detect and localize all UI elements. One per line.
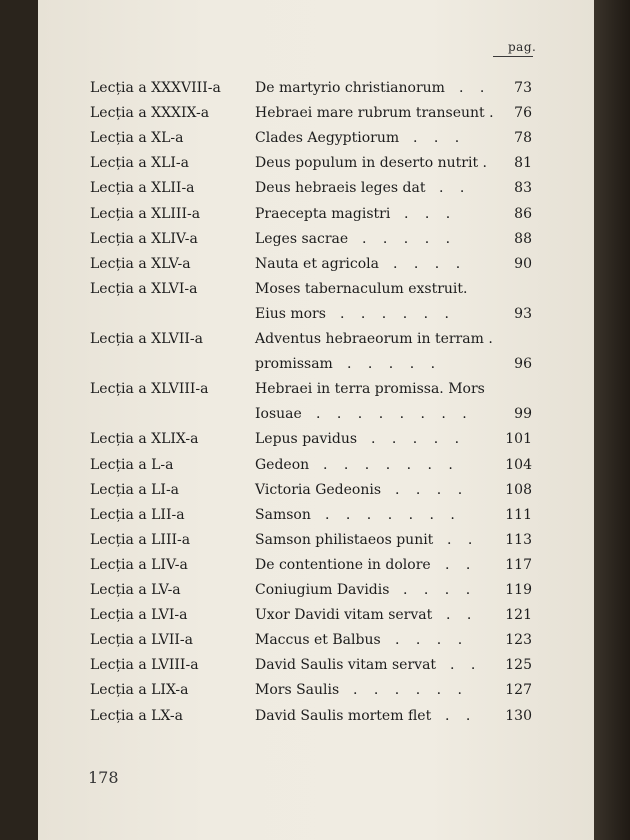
lesson-title: Deus hebraeis leges dat xyxy=(255,180,426,197)
page-ref: 88 xyxy=(514,230,532,247)
dot-leader: . . . . . xyxy=(347,356,442,373)
toc-row xyxy=(0,356,630,380)
lesson-title: Leges sacrae xyxy=(255,230,349,247)
page-ref: 86 xyxy=(514,205,532,222)
lesson-title: Hebraei mare rubrum transeunt . xyxy=(255,105,494,122)
lesson-label: Lecția a LII-a xyxy=(90,506,185,523)
page-column-header: pag. xyxy=(508,40,537,54)
page-ref: 117 xyxy=(505,556,532,573)
lesson-title: Hebraei in terra promissa. Mors xyxy=(255,381,485,398)
lesson-title: De martyrio christianorum xyxy=(255,80,445,96)
dot-leader: . . . . . . . xyxy=(325,506,461,523)
lesson-label: Lecția a LIX-a xyxy=(90,682,189,699)
dot-leader: . . . . xyxy=(393,255,467,272)
lesson-title: Gedeon xyxy=(255,456,310,473)
toc-row xyxy=(0,457,630,481)
dot-leader: . . . . xyxy=(395,632,469,649)
lesson-label: Lecția a XL-a xyxy=(90,130,184,147)
lesson-title: Nauta et agricola xyxy=(255,255,379,272)
dot-leader: . . . . . . . xyxy=(323,456,459,473)
toc-row xyxy=(0,657,630,681)
lesson-title: Iosuae xyxy=(255,406,302,423)
lesson-title: Maccus et Balbus xyxy=(255,632,381,649)
page-ref: 101 xyxy=(505,431,532,448)
lesson-title: promissam xyxy=(255,356,333,373)
toc-row xyxy=(0,105,630,129)
toc-row xyxy=(0,607,630,631)
dot-leader: . . . . . . xyxy=(353,682,468,699)
toc-row xyxy=(0,155,630,179)
lesson-title: De contentione in dolore xyxy=(255,556,431,573)
lesson-title: Mors Saulis xyxy=(255,682,340,699)
page-ref: 125 xyxy=(505,657,532,674)
lesson-title: Victoria Gedeonis xyxy=(255,481,382,498)
page-ref: 121 xyxy=(505,607,532,624)
page-ref: 83 xyxy=(514,180,532,197)
lesson-label: Lecția a XXXVIII-a xyxy=(90,80,221,96)
page-ref: 93 xyxy=(514,305,532,322)
page-ref: 119 xyxy=(505,582,532,598)
lesson-title: Coniugium Davidis xyxy=(255,582,390,598)
toc-row xyxy=(0,482,630,506)
lesson-label: Lecția a LVI-a xyxy=(90,607,188,624)
page-ref: 104 xyxy=(505,456,532,473)
page-ref: 81 xyxy=(514,155,532,172)
lesson-label: Lecția a XLI-a xyxy=(90,155,189,172)
dot-leader: . . . . . . xyxy=(340,305,455,322)
lesson-title: Samson xyxy=(255,506,311,523)
toc-row xyxy=(0,557,630,581)
lesson-title: David Saulis mortem flet xyxy=(255,707,432,724)
lesson-title: Adventus hebraeorum in terram . xyxy=(255,331,493,347)
page-number: 178 xyxy=(88,768,119,787)
dot-leader: . . xyxy=(445,556,477,573)
toc-row xyxy=(0,281,630,305)
toc-row xyxy=(0,406,630,430)
dot-leader: . . . xyxy=(413,130,466,147)
toc-row xyxy=(0,381,630,405)
dot-leader: . . . . xyxy=(403,582,477,598)
lesson-label: Lecția a XLVIII-a xyxy=(90,381,209,398)
lesson-title: Lepus pavidus xyxy=(255,431,358,448)
lesson-label: Lecția a XLIX-a xyxy=(90,431,199,448)
page-ref: 127 xyxy=(505,682,532,699)
lesson-title: Clades Aegyptiorum xyxy=(255,130,400,147)
lesson-label: Lecția a LVIII-a xyxy=(90,657,199,674)
lesson-label: Lecția a L-a xyxy=(90,456,174,473)
page-ref: 130 xyxy=(505,707,532,724)
page-ref: 73 xyxy=(514,80,532,96)
toc-row xyxy=(0,80,630,104)
dot-leader: . . . . . . . . xyxy=(316,406,473,423)
lesson-label: Lecția a XLV-a xyxy=(90,255,191,272)
toc-row xyxy=(0,708,630,732)
page-ref: 113 xyxy=(505,531,532,548)
toc-row xyxy=(0,331,630,355)
dot-leader: . . xyxy=(447,531,479,548)
lesson-title: Moses tabernaculum exstruit. xyxy=(255,280,468,297)
lesson-title: Deus populum in deserto nutrit . xyxy=(255,155,487,172)
dot-leader: . . . . . xyxy=(371,431,466,448)
lesson-label: Lecția a XLVII-a xyxy=(90,331,203,347)
lesson-label: Lecția a LIII-a xyxy=(90,531,191,548)
toc-row xyxy=(0,632,630,656)
lesson-title: Praecepta magistri xyxy=(255,205,391,222)
page-ref: 90 xyxy=(514,255,532,272)
page-ref: 111 xyxy=(505,506,532,523)
toc-row xyxy=(0,130,630,154)
toc-row xyxy=(0,206,630,230)
lesson-label: Lecția a LVII-a xyxy=(90,632,194,649)
dot-leader: . . . . . xyxy=(362,230,457,247)
page-ref: 123 xyxy=(505,632,532,649)
toc-row xyxy=(0,582,630,606)
lesson-label: Lecția a XLII-a xyxy=(90,180,195,197)
lesson-label: Lecția a XXXIX-a xyxy=(90,105,210,122)
page-ref: 96 xyxy=(514,356,532,373)
lesson-label: Lecția a XLIII-a xyxy=(90,205,201,222)
dot-leader: . . xyxy=(450,657,482,674)
lesson-label: Lecția a LI-a xyxy=(90,481,180,498)
toc-row xyxy=(0,231,630,255)
page-ref: 78 xyxy=(514,130,532,147)
toc-row xyxy=(0,507,630,531)
page-ref: 108 xyxy=(505,481,532,498)
dot-leader: . . . xyxy=(404,205,457,222)
lesson-title: Uxor Davidi vitam servat xyxy=(255,607,433,624)
lesson-title: David Saulis vitam servat xyxy=(255,657,437,674)
toc-row xyxy=(0,682,630,706)
toc-row xyxy=(0,256,630,280)
toc-row xyxy=(0,180,630,204)
dot-leader: . . xyxy=(445,707,477,724)
lesson-label: Lecția a XLIV-a xyxy=(90,230,198,247)
lesson-title: Samson philistaeos punit xyxy=(255,531,434,548)
lesson-label: Lecția a XLVI-a xyxy=(90,280,198,297)
page-ref: 76 xyxy=(514,105,532,122)
dot-leader: . . xyxy=(439,180,471,197)
dot-leader: . . xyxy=(459,80,491,96)
dot-leader: . . xyxy=(446,607,478,624)
toc-row xyxy=(0,431,630,455)
lesson-label: Lecția a LIV-a xyxy=(90,556,188,573)
lesson-label: Lecția a LV-a xyxy=(90,582,181,598)
toc-row xyxy=(0,306,630,330)
lesson-title: Eius mors xyxy=(255,305,326,322)
page-ref: 99 xyxy=(514,406,532,423)
lesson-label: Lecția a LX-a xyxy=(90,707,183,724)
dot-leader: . . . . xyxy=(395,481,469,498)
toc-row xyxy=(0,532,630,556)
